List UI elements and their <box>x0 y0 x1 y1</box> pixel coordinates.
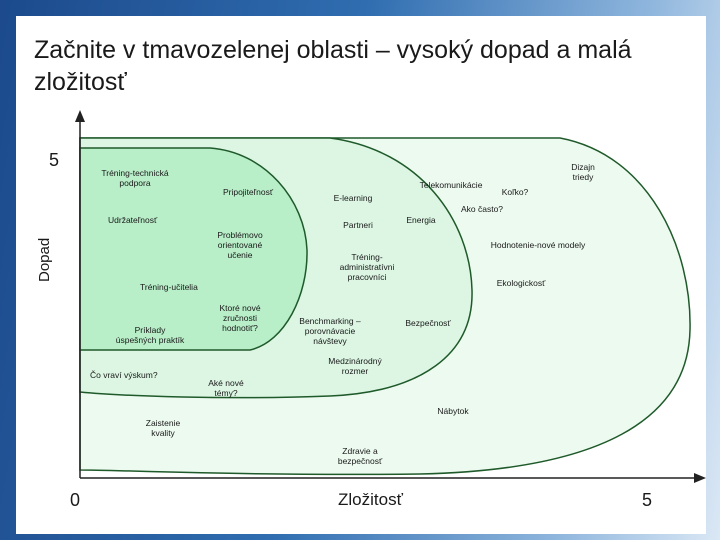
label-e-learning: E-learning <box>333 193 373 203</box>
label-kolko: Koľko? <box>501 187 529 197</box>
x-axis-min: 0 <box>70 490 81 510</box>
label-telekomunikacie: Telekomunikácie <box>419 180 483 190</box>
label-ktore-zrucnosti: Ktoré nové zručnosti hodnotiť? <box>219 303 261 333</box>
x-axis-arrow <box>694 473 706 483</box>
label-trening-ucitelia: Tréning-učitelia <box>140 282 198 292</box>
label-energia: Energia <box>406 215 436 225</box>
label-dizajn: Dizajn triedy <box>571 162 595 182</box>
slide-title: Začnite v tmavozelenej oblasti – vysoký dopad a malá zložitosť <box>34 36 632 96</box>
label-benchmarking: Benchmarking – porovnávacie návštevy <box>299 316 361 346</box>
y-axis-title: Dopad <box>36 237 53 282</box>
label-ako-casto: Ako často? <box>460 204 504 214</box>
label-zaistenie: Zaistenie kvality <box>145 418 181 438</box>
label-priklady: Príklady úspešných praktík <box>115 325 185 345</box>
label-udrzatelnost: Udržateľnosť <box>108 215 158 225</box>
label-ake-temy: Aké nové témy? <box>208 378 244 398</box>
label-bezpecnost: Bezpečnosť <box>405 318 451 328</box>
label-nabytok: Nábytok <box>437 406 469 416</box>
label-co-vravi: Čo vraví výskum? <box>90 370 158 380</box>
x-axis-title: Zložitosť <box>338 490 403 509</box>
x-axis-max: 5 <box>642 490 653 510</box>
y-axis-arrow <box>75 110 85 122</box>
label-pripojitelnost: Pripojiteľnosť <box>222 187 274 197</box>
y-axis-max: 5 <box>49 150 60 170</box>
label-ekologickost: Ekologickosť <box>496 278 546 288</box>
label-zdravie: Zdravie a bezpečnosť <box>337 446 383 466</box>
label-partneri: Partneri <box>343 220 373 230</box>
label-hodnotenie: Hodnotenie-nové modely <box>490 240 586 250</box>
label-problemovo: Problémovo orientované učenie <box>217 230 263 260</box>
label-trening-technicka: Tréning-technická podpora <box>101 168 169 188</box>
label-medzinarodny: Medzinárodný rozmer <box>328 356 382 376</box>
label-trening-admin: Tréning- administratívni pracovníci <box>339 252 395 282</box>
